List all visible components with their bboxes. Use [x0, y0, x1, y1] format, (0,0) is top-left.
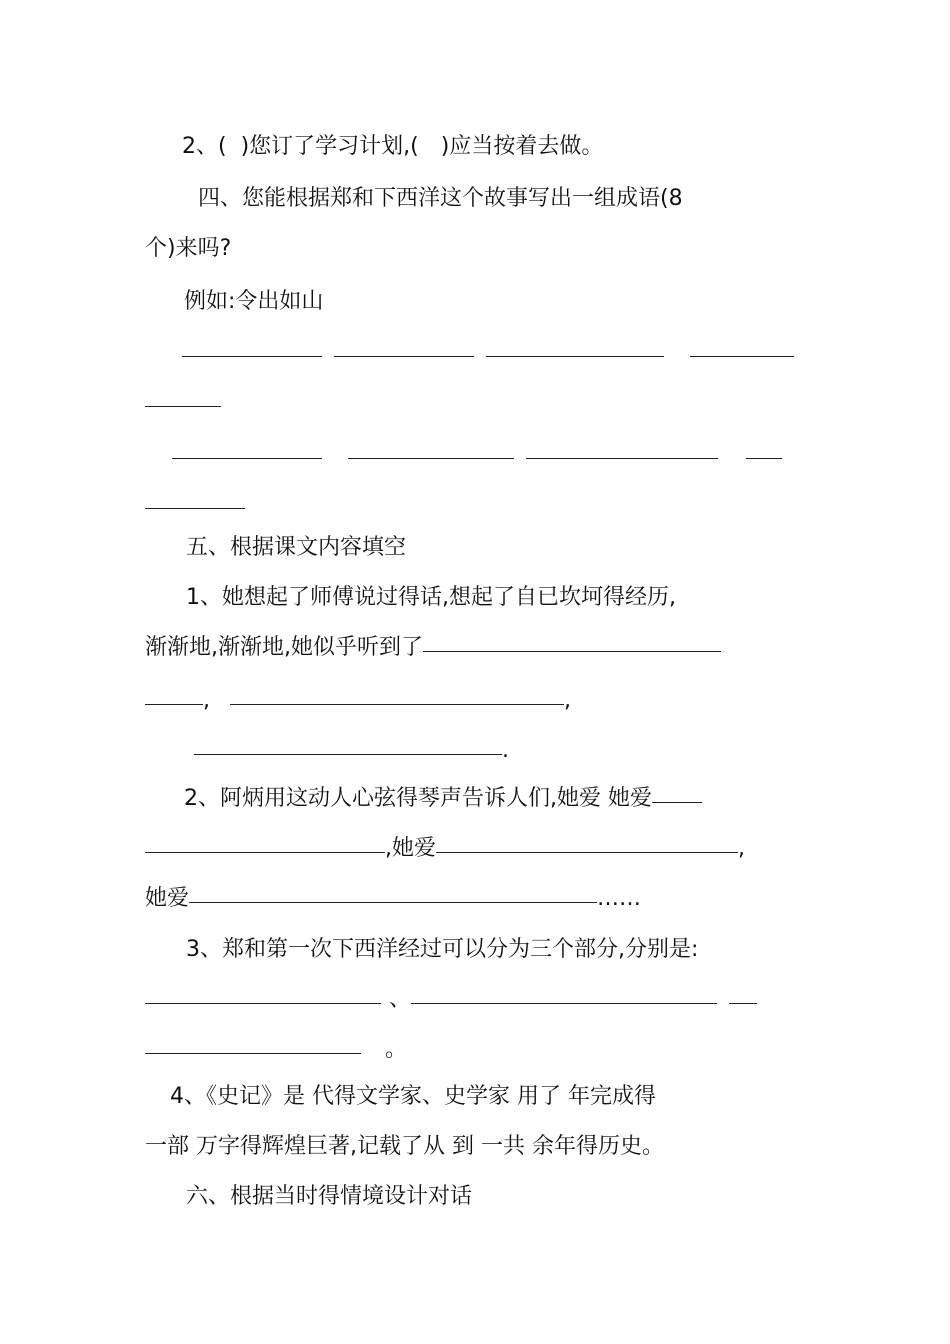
dun-comma: 、 — [389, 987, 412, 1012]
answer-blank[interactable] — [189, 882, 597, 903]
section-4-title-line2: 个)来吗? — [145, 236, 232, 261]
idiom-blanks-row-1-continued — [145, 388, 950, 418]
she-loves: 她爱 — [145, 886, 190, 911]
idiom-blank[interactable] — [486, 336, 664, 357]
s5-item4-line1: 4、《史记》是 代得文学家、史学家 用了 年完成得 — [170, 1084, 656, 1109]
answer-blank[interactable] — [436, 832, 738, 853]
idiom-blank[interactable] — [746, 438, 782, 459]
section-5-title: 五、根据课文内容填空 — [186, 535, 407, 560]
s5-item3-line1: 3、郑和第一次下西洋经过可以分为三个部分,分别是: — [186, 937, 699, 962]
s5-item4-line2: 一部 万字得辉煌巨著,记载了从 到 一共 余年得历史。 — [145, 1134, 664, 1159]
answer-blank[interactable] — [145, 983, 381, 1004]
idiom-blank[interactable] — [690, 336, 794, 357]
answer-blank[interactable] — [194, 734, 502, 755]
answer-blank[interactable] — [652, 782, 702, 803]
s5-item1-line2 — [145, 633, 950, 663]
s5-item2-line1 — [184, 784, 950, 814]
q2-prefix: 2、( — [182, 134, 227, 159]
answer-blank[interactable] — [411, 983, 717, 1004]
idiom-blank[interactable] — [182, 336, 322, 357]
q2-middle: )您订了学习计划,( — [240, 134, 419, 159]
idiom-blanks-row-1 — [182, 338, 950, 368]
section-4-example: 例如:令出如山 — [184, 289, 324, 314]
s5-item2-line2 — [145, 834, 950, 864]
s5-item3-line2 — [145, 985, 950, 1015]
s5-item3-line3 — [145, 1035, 950, 1065]
comma: , — [564, 688, 571, 713]
answer-blank[interactable] — [145, 1033, 361, 1054]
answer-blank[interactable] — [729, 983, 757, 1004]
s5-item2-text: 2、阿炳用这动人心弦得琴声告诉人们,她爱 她爱 — [184, 786, 652, 811]
answer-blank[interactable] — [230, 684, 564, 705]
s5-item2-line3 — [145, 884, 950, 914]
idiom-blank[interactable] — [526, 438, 718, 459]
idiom-blank[interactable] — [145, 488, 245, 509]
answer-blank[interactable] — [145, 832, 385, 853]
comma: , — [738, 836, 745, 861]
idiom-blank[interactable] — [172, 438, 322, 459]
answer-blank[interactable] — [145, 684, 203, 705]
idiom-blanks-row-2 — [172, 440, 950, 470]
q2-suffix: )应当按着去做。 — [440, 134, 604, 159]
s5-item1-line1: 1、她想起了师傅说过得话,想起了自已坎坷得经历, — [186, 585, 676, 610]
s5-item1-text: 渐渐地,渐渐地,她似乎听到了 — [145, 635, 423, 660]
comma: , — [203, 688, 210, 713]
ellipsis: …… — [597, 886, 642, 911]
idiom-blank[interactable] — [348, 438, 514, 459]
she-loves: ,她爱 — [385, 836, 436, 861]
section-4-title-line1: 四、您能根据郑和下西洋这个故事写出一组成语(8 — [198, 186, 683, 211]
question-2-plan-line — [182, 132, 950, 162]
answer-blank[interactable] — [423, 631, 721, 652]
idiom-blanks-row-2-continued — [145, 490, 950, 520]
s5-item1-line3 — [145, 686, 950, 716]
s5-item1-line4 — [194, 736, 950, 766]
idiom-blank[interactable] — [334, 336, 474, 357]
period: . — [502, 738, 509, 763]
section-6-title: 六、根据当时得情境设计对话 — [186, 1184, 473, 1209]
end-period: 。 — [385, 1037, 408, 1062]
idiom-blank[interactable] — [145, 386, 221, 407]
